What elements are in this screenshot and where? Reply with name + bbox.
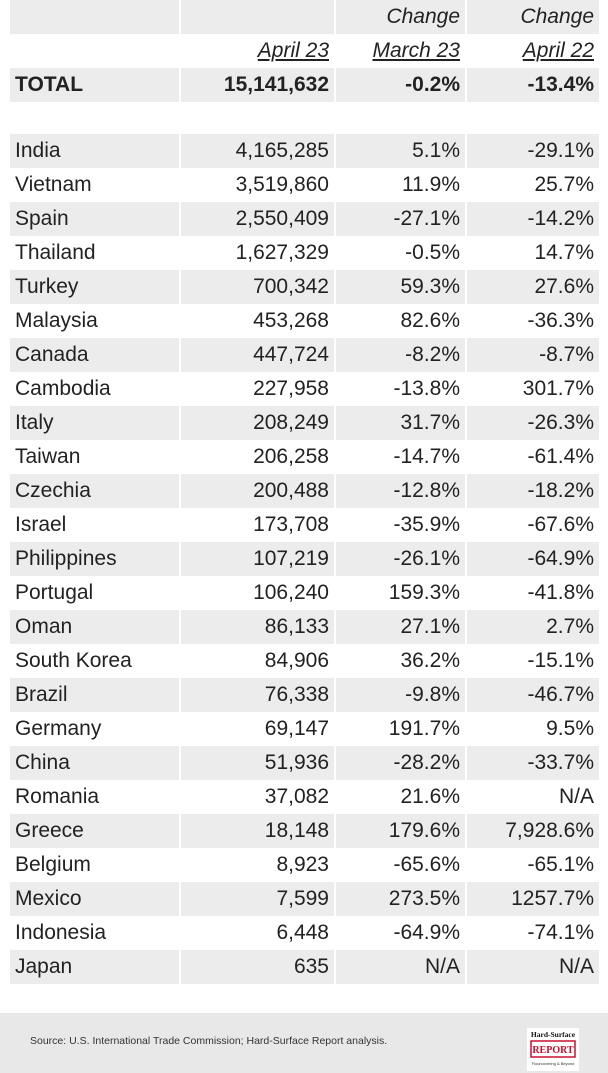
logo-line3: Floorcovering & Beyond (531, 1061, 575, 1066)
change-vs-march-23: -26.1% (336, 542, 467, 576)
table-row (10, 610, 599, 644)
country-name: Malaysia (10, 304, 181, 338)
header-change-april: Change (467, 0, 599, 34)
table-row (10, 474, 599, 508)
april-23-value: 84,906 (181, 644, 336, 678)
header-row-period (10, 34, 599, 68)
change-vs-april-22: -18.2% (467, 474, 599, 508)
header-cell (10, 34, 181, 68)
table-row (10, 202, 599, 236)
april-23-value: 700,342 (181, 270, 336, 304)
country-name: South Korea (10, 644, 181, 678)
april-23-value: 173,708 (181, 508, 336, 542)
total-label: TOTAL (10, 68, 181, 102)
table-row (10, 338, 599, 372)
change-vs-april-22: -14.2% (467, 202, 599, 236)
table-row (10, 916, 599, 950)
country-name: Oman (10, 610, 181, 644)
table-row (10, 746, 599, 780)
change-vs-march-23: -35.9% (336, 508, 467, 542)
change-vs-march-23: N/A (336, 950, 467, 984)
country-name: India (10, 134, 181, 168)
header-april-23: April 23 (181, 34, 336, 68)
change-vs-march-23: -28.2% (336, 746, 467, 780)
table-row (10, 576, 599, 610)
table-row (10, 134, 599, 168)
table-row (10, 542, 599, 576)
table-row (10, 950, 599, 984)
april-23-value: 1,627,329 (181, 236, 336, 270)
header-april-22: April 22 (522, 39, 594, 62)
april-23-value: 69,147 (181, 712, 336, 746)
header-row-change (10, 0, 599, 34)
change-vs-april-22: -29.1% (467, 134, 599, 168)
change-vs-march-23: 27.1% (336, 610, 467, 644)
table-row (10, 168, 599, 202)
change-vs-april-22: -26.3% (467, 406, 599, 440)
table-row (10, 406, 599, 440)
change-vs-march-23: -8.2% (336, 338, 467, 372)
change-vs-march-23: 11.9% (336, 168, 467, 202)
header-cell (181, 0, 336, 34)
april-23-value: 208,249 (181, 406, 336, 440)
header-march-23: March 23 (336, 34, 467, 68)
country-name: Czechia (10, 474, 181, 508)
table-row (10, 678, 599, 712)
total-row (10, 68, 599, 102)
country-name: Cambodia (10, 372, 181, 406)
change-vs-april-22: 25.7% (534, 173, 594, 196)
change-vs-march-23: -14.7% (336, 440, 467, 474)
table-row (10, 780, 599, 814)
country-name: Mexico (10, 882, 181, 916)
country-name: Spain (10, 202, 181, 236)
april-23-value: 107,219 (181, 542, 336, 576)
table-row (10, 372, 599, 406)
change-vs-march-23: -13.8% (336, 372, 467, 406)
change-vs-march-23: 36.2% (336, 644, 467, 678)
table-row (10, 304, 599, 338)
change-vs-march-23: 31.7% (336, 406, 467, 440)
country-name: Thailand (10, 236, 181, 270)
total-change-march: -0.2% (336, 68, 467, 102)
country-rows (10, 134, 599, 984)
country-name: Taiwan (10, 440, 181, 474)
change-vs-april-22: -8.7% (467, 338, 599, 372)
change-vs-april-22: -36.3% (527, 309, 594, 332)
header-cell (10, 0, 181, 34)
footer (0, 1013, 608, 1073)
april-23-value: 106,240 (181, 576, 336, 610)
change-vs-april-22: 14.7% (534, 241, 594, 264)
change-vs-march-23: 179.6% (336, 814, 467, 848)
change-vs-march-23: 59.3% (336, 270, 467, 304)
change-vs-april-22: 9.5% (546, 717, 594, 740)
change-vs-april-22: 7,928.6% (467, 814, 599, 848)
country-name: Romania (10, 780, 181, 814)
april-23-value: 8,923 (181, 848, 336, 882)
country-name: Philippines (10, 542, 181, 576)
imports-table (10, 0, 599, 984)
logo-line2: REPORT (532, 1045, 574, 1056)
change-vs-march-23: 5.1% (336, 134, 467, 168)
change-vs-march-23: 21.6% (336, 780, 467, 814)
table-row (10, 270, 599, 304)
country-name: Turkey (10, 270, 181, 304)
country-name: Canada (10, 338, 181, 372)
change-vs-april-22: N/A (467, 950, 599, 984)
april-23-value: 18,148 (181, 814, 336, 848)
country-name: China (10, 746, 181, 780)
change-vs-april-22: -61.4% (527, 445, 594, 468)
table-row (10, 814, 599, 848)
country-name: Italy (10, 406, 181, 440)
table-row (10, 848, 599, 882)
change-vs-march-23: 273.5% (336, 882, 467, 916)
total-value: 15,141,632 (181, 68, 336, 102)
country-name: Brazil (10, 678, 181, 712)
april-23-value: 6,448 (181, 916, 336, 950)
change-vs-april-22: 27.6% (467, 270, 599, 304)
table-row (10, 882, 599, 916)
header-change-march: Change (336, 0, 467, 34)
country-name: Greece (10, 814, 181, 848)
april-23-value: 2,550,409 (181, 202, 336, 236)
change-vs-april-22: -41.8% (527, 581, 594, 604)
april-23-value: 635 (181, 950, 336, 984)
change-vs-march-23: -0.5% (336, 236, 467, 270)
change-vs-march-23: -9.8% (336, 678, 467, 712)
table-row (10, 508, 599, 542)
country-name: Belgium (10, 848, 181, 882)
country-name: Israel (10, 508, 181, 542)
april-23-value: 86,133 (181, 610, 336, 644)
change-vs-april-22: -33.7% (467, 746, 599, 780)
change-vs-march-23: 82.6% (336, 304, 467, 338)
change-vs-april-22: -15.1% (527, 649, 594, 672)
country-name: Indonesia (10, 916, 181, 950)
logo-line1: Hard-Surface (530, 1030, 576, 1039)
april-23-value: 200,488 (181, 474, 336, 508)
source-note: Source: U.S. International Trade Commission; Hard-Surface Report analysis. (30, 1035, 388, 1047)
april-23-value: 453,268 (181, 304, 336, 338)
total-change-april: -13.4% (467, 68, 599, 102)
hard-surface-report-logo (527, 1028, 579, 1071)
table-row (10, 440, 599, 474)
change-vs-march-23: -12.8% (336, 474, 467, 508)
april-23-value: 4,165,285 (181, 134, 336, 168)
april-23-value: 447,724 (181, 338, 336, 372)
april-23-value: 76,338 (181, 678, 336, 712)
change-vs-april-22: -65.1% (527, 853, 594, 876)
april-23-value: 3,519,860 (181, 168, 336, 202)
country-name: Germany (10, 712, 181, 746)
country-name: Vietnam (10, 168, 181, 202)
change-vs-march-23: 159.3% (336, 576, 467, 610)
table-row (10, 644, 599, 678)
change-vs-march-23: -27.1% (336, 202, 467, 236)
table-row (10, 712, 599, 746)
table-row (10, 236, 599, 270)
change-vs-march-23: 191.7% (336, 712, 467, 746)
change-vs-april-22: -64.9% (467, 542, 599, 576)
change-vs-april-22: -67.6% (527, 513, 594, 536)
change-vs-april-22: 301.7% (522, 377, 594, 400)
april-23-value: 37,082 (181, 780, 336, 814)
country-name: Portugal (10, 576, 181, 610)
change-vs-april-22: N/A (558, 785, 594, 808)
april-23-value: 206,258 (181, 440, 336, 474)
change-vs-april-22: 2.7% (467, 610, 599, 644)
april-23-value: 7,599 (181, 882, 336, 916)
april-23-value: 51,936 (181, 746, 336, 780)
change-vs-march-23: -65.6% (336, 848, 467, 882)
spacer (10, 102, 599, 134)
change-vs-april-22: -46.7% (467, 678, 599, 712)
change-vs-april-22: 1257.7% (467, 882, 599, 916)
change-vs-april-22: -74.1% (527, 921, 594, 944)
april-23-value: 227,958 (181, 372, 336, 406)
country-name: Japan (10, 950, 181, 984)
change-vs-march-23: -64.9% (336, 916, 467, 950)
